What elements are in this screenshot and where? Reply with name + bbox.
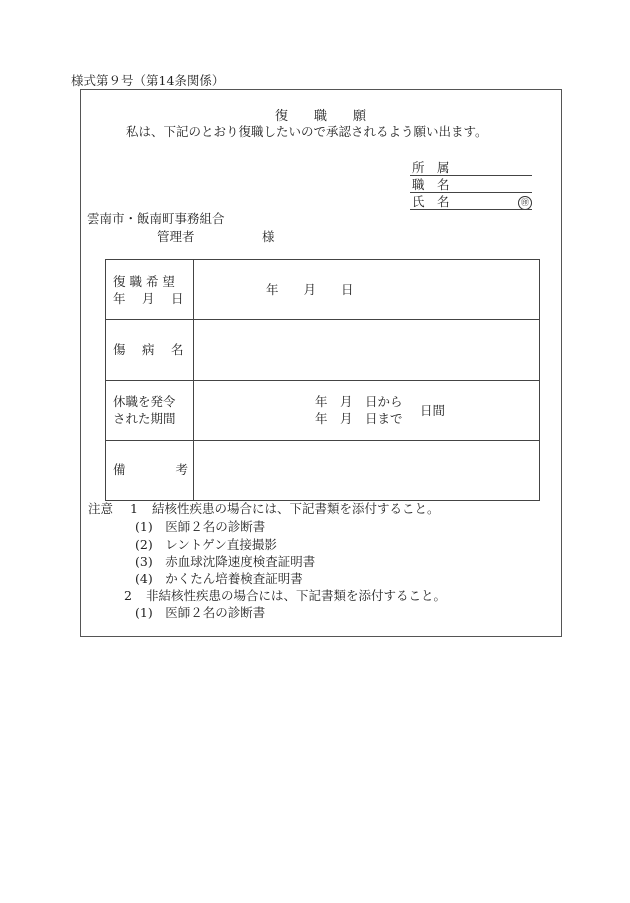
addressee-organization: 雲南市・飯南町事務組合 xyxy=(87,211,225,226)
note-1-number: 1 xyxy=(130,501,138,516)
note-2-number: 2 xyxy=(124,588,132,603)
form-title: 復 職 願 xyxy=(275,109,367,124)
position-line xyxy=(410,192,532,193)
leave-period-days-suffix: 日間 xyxy=(420,403,446,418)
affiliation-line xyxy=(410,175,532,176)
note-1-subitem: (4) かくたん培養検査証明書 xyxy=(135,571,303,586)
note-1-subitem: (2) レントゲン直接撮影 xyxy=(135,537,277,552)
name-line xyxy=(410,209,532,210)
note-1-subitem: (1) 医師２名の診断書 xyxy=(135,519,266,534)
leave-period-from: 年 月 日から xyxy=(315,394,403,409)
return-date-value: 年 月 日 xyxy=(266,282,354,297)
addressee-title: 管理者 xyxy=(157,229,195,244)
remarks-label: 備 考 xyxy=(113,462,189,477)
position-label: 職 名 xyxy=(412,177,450,192)
notes-heading: 注意 xyxy=(88,501,114,516)
illness-label-cell xyxy=(106,320,194,381)
form-number: 様式第９号（第14条関係） xyxy=(71,73,225,88)
table-row xyxy=(106,381,540,441)
note-2-text: 非結核性疾患の場合には、下記書類を添付すること。 xyxy=(146,588,447,603)
leave-period-label-line2: された期間 xyxy=(113,411,176,426)
leave-period-field[interactable] xyxy=(194,381,540,441)
intro-text: 私は、下記のとおり復職したいので承認されるよう願い出ます。 xyxy=(126,124,488,139)
note-1-text: 結核性疾患の場合には、下記書類を添付すること。 xyxy=(152,501,440,516)
return-date-label-line2: 年 月 日 xyxy=(113,291,184,306)
remarks-field[interactable] xyxy=(194,441,540,501)
leave-period-label-line1: 休職を発令 xyxy=(113,394,176,409)
illness-label: 傷 病 名 xyxy=(113,342,184,357)
return-date-label-cell xyxy=(106,260,194,320)
table-row xyxy=(106,320,540,381)
name-label: 氏 名 xyxy=(412,194,450,209)
remarks-label-cell xyxy=(106,441,194,501)
table-row xyxy=(106,260,540,320)
illness-field[interactable] xyxy=(194,320,540,381)
note-2-subitem: (1) 医師２名の診断書 xyxy=(135,605,266,620)
return-date-field[interactable] xyxy=(194,260,540,320)
table-row xyxy=(106,441,540,501)
application-table xyxy=(105,259,540,501)
note-1-subitem: (3) 赤血球沈降速度検査証明書 xyxy=(135,554,316,569)
affiliation-label: 所 属 xyxy=(412,160,450,175)
return-date-label-line1: 復 職 希 望 xyxy=(113,274,175,289)
leave-period-label-cell xyxy=(106,381,194,441)
seal-icon: ㊞ xyxy=(518,196,532,210)
addressee-honorific: 様 xyxy=(262,229,275,244)
leave-period-to: 年 月 日まで xyxy=(315,411,403,426)
